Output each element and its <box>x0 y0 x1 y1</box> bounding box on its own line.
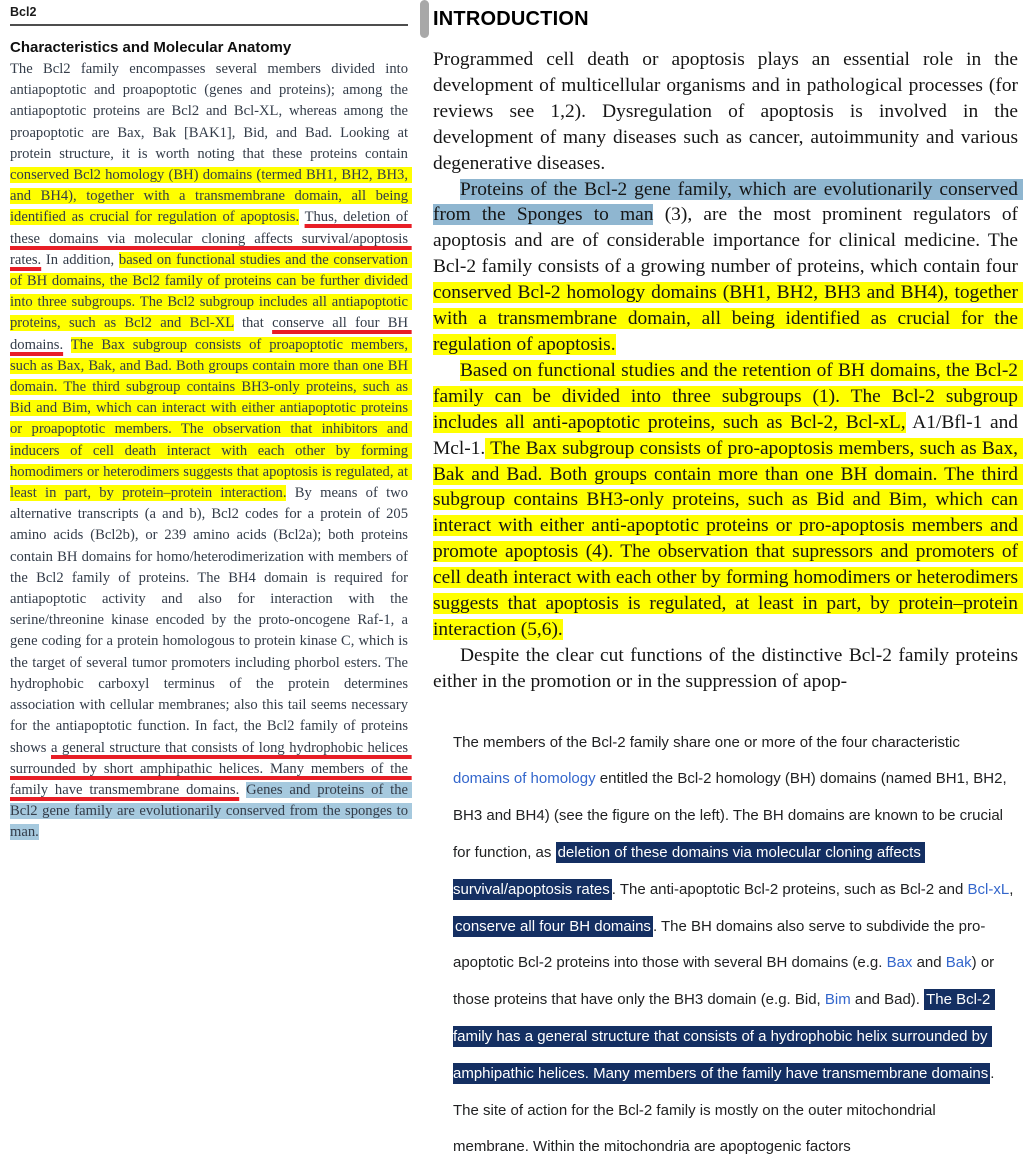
red-underlined-text: Thus, deletion of these domains via molecular cloning affects survival/apoptosis rates. <box>10 209 412 268</box>
text-run: . The BH domains also serve to subdivide the pro-apoptotic Bcl-2 proteins into those with several BH domains (e.g. <box>453 917 986 972</box>
navy-highlight: deletion of these domains via molecular cloning affects survival/apoptosis rates <box>453 844 926 898</box>
left-document-pane <box>0 0 416 1075</box>
hyperlink[interactable]: Bcl-xL <box>967 880 1010 898</box>
text-run: and Bad). <box>850 991 925 1009</box>
blue-highlight: Proteins of the Bcl-2 gene family, which are evolutionarily conserved from the Sponges to man <box>433 178 1023 226</box>
yellow-highlight: based on functional studies and the conservation of BH domains, the Bcl2 family of proteins can be further divided into three subgroups. The Bcl2 subgroup includes all antiapoptotic proteins, such as Bcl2 and Bcl-XL <box>10 251 412 332</box>
left-section-title: Characteristics and Molecular Anatomy <box>10 39 292 56</box>
text-run <box>63 337 71 353</box>
navy-highlight: conserve all four BH domains <box>455 917 651 935</box>
text-run: . The anti-apoptotic Bcl-2 proteins, such as Bcl-2 and <box>611 880 968 898</box>
text-run: that <box>233 315 273 332</box>
text-run: By means of two alternative transcripts (a and b), Bcl2 codes for a protein of 205 amino acids (Bcl2b), or 239 amino acids (Bcl2a); both proteins contain BH domains for homo/heterodimerization with members of the Bcl2 family of proteins. The BH4 domain is required for antiapoptotic activity and also for interaction with the serine/threonine kinase encoded by the proto-oncogene Raf-1, a gene coding for a protein homologous to protein kinase C, which is the target of several tumor promoters including phorbol esters. The hydrophobic carboxyl terminus of the protein determines association with cellular membranes; also this tail seems necessary for the antiapoptotic function. In fact, the Bcl2 family of proteins shows <box>10 485 412 756</box>
left-page-header: Bcl2 <box>10 5 37 19</box>
yellow-highlight: The Bax subgroup consists of pro-apoptosis members, such as Bax, Bak and Bad. Both groups contain more than one BH domain. The third subgroup contains BH3-only proteins, such as Bid and Bim, which can interact with either anti-apoptotic proteins or pro-apoptosis members and promote apoptosis (4). The observation that supressors and promoters of cell death interact with each other by forming homodimers or heterodimers suggests that apoptosis is regulated, at least in part, by protein–protein interaction (5,6). <box>433 437 1023 640</box>
text-run: ) or those proteins that have only the BH3 domain (e.g. Bid, <box>453 954 999 1009</box>
text-run: Programmed cell death or apoptosis plays an essential role in the development of multicellular organisms and in pathological processes (for reviews see 1,2). Dysregulation of apoptosis is involved in the development of many diseases such as cancer, autoimmunity and various degenerative diseases. <box>433 49 1023 174</box>
yellow-highlight: The Bax subgroup consists of proapoptotic members, such as Bax, Bak, and Bad. Both groups contain more than one BH domain. The third subgroup contains BH3-only proteins, such as Bid and Bim, which can interact with either antiapoptotic proteins or proapoptotic members. The observation that inhibitors and inducers of cell death interact with each other by forming homodimers or heterodimers suggests that apoptosis is regulated, at least in part, by protein–protein interaction. <box>10 336 412 502</box>
header-divider <box>10 24 408 26</box>
text-run: The members of the Bcl-2 family share one or more of the four characteristic <box>453 733 965 751</box>
text-run: entitled the Bcl-2 homology (BH) domains (named BH1, BH2, BH3 and BH4) (see the figure on the left). The BH domains are known to be crucial for function, as <box>453 770 1011 862</box>
hyperlink[interactable]: Bim <box>824 991 851 1009</box>
text-run: (3), are the most prominent regulators of apoptosis and are of considerable importance for clinical medicine. The Bcl-2 family consists of a growing number of proteins, which contain four <box>433 204 1023 278</box>
hyperlink[interactable]: Bak <box>945 954 972 972</box>
text-run: A1/Bfl-1 and Mcl-1. <box>433 411 1023 459</box>
red-underlined-text: a general structure that consists of long hydrophobic helices surrounded by short amphipathic helices. Many members of the family have transmembrane domains. <box>10 739 412 798</box>
left-body-text <box>10 59 412 844</box>
text-run: . The site of action for the Bcl-2 family is mostly on the outer mitochondrial membrane. Within the mitochondria are apoptogenic factors <box>453 1064 999 1156</box>
yellow-highlight: conserved Bcl-2 homology domains (BH1, BH2, BH3 and BH4), together with a transmembrane domain, all being identified as crucial for the regulation of apoptosis. <box>433 282 1023 355</box>
red-underlined-text: conserve all four BH domains. <box>10 315 412 353</box>
text-run: Despite the clear cut functions of the distinctive Bcl-2 family proteins either in the promotion or in the suppression of apop- <box>433 644 1023 692</box>
yellow-highlight: conserved Bcl2 homology (BH) domains (termed BH1, BH2, BH3, and BH4), together with a transmembrane domain, all being identified as crucial for regulation of apoptosis. <box>10 167 412 226</box>
right-body-text <box>433 47 1023 695</box>
right-document-pane <box>432 0 1024 1156</box>
paragraph <box>433 358 1023 643</box>
hyperlink[interactable]: domains of homology <box>453 770 596 788</box>
text-run: In addition, <box>41 251 119 268</box>
hyperlink[interactable]: Bax <box>886 954 913 972</box>
text-run: The Bcl2 family encompasses several members divided into antiapoptotic and proapoptotic (genes and proteins); among the antiapoptotic proteins are Bcl2 and Bcl-XL, whereas among the proapoptotic are Bax, Bak [BAK1], Bid, and Bad. Looking at protein structure, it is worth noting that these proteins contain <box>10 61 412 162</box>
text-run: , <box>1009 880 1018 898</box>
note-block-text <box>453 725 1018 1166</box>
scrollbar-thumb[interactable] <box>420 0 429 38</box>
blue-highlight: Genes and proteins of the Bcl2 gene family are evolutionarily conserved from the sponges to man. <box>10 781 412 841</box>
navy-highlight: The Bcl-2 family has a general structure that consists of a hydrophobic helix surrounded by amphipathic helices. Many members of the family have transmembrane domains <box>453 991 995 1082</box>
paragraph <box>433 643 1023 695</box>
introduction-heading: INTRODUCTION <box>433 8 589 30</box>
text-run: and <box>912 954 946 972</box>
yellow-highlight: Based on functional studies and the retention of BH domains, the Bcl-2 family can be divided into three subgroups (1). The Bcl-2 subgroup includes all anti-apoptotic proteins, such as Bcl-2, Bcl-xL, <box>433 359 1023 433</box>
paragraph <box>433 177 1023 358</box>
paragraph <box>433 47 1023 177</box>
